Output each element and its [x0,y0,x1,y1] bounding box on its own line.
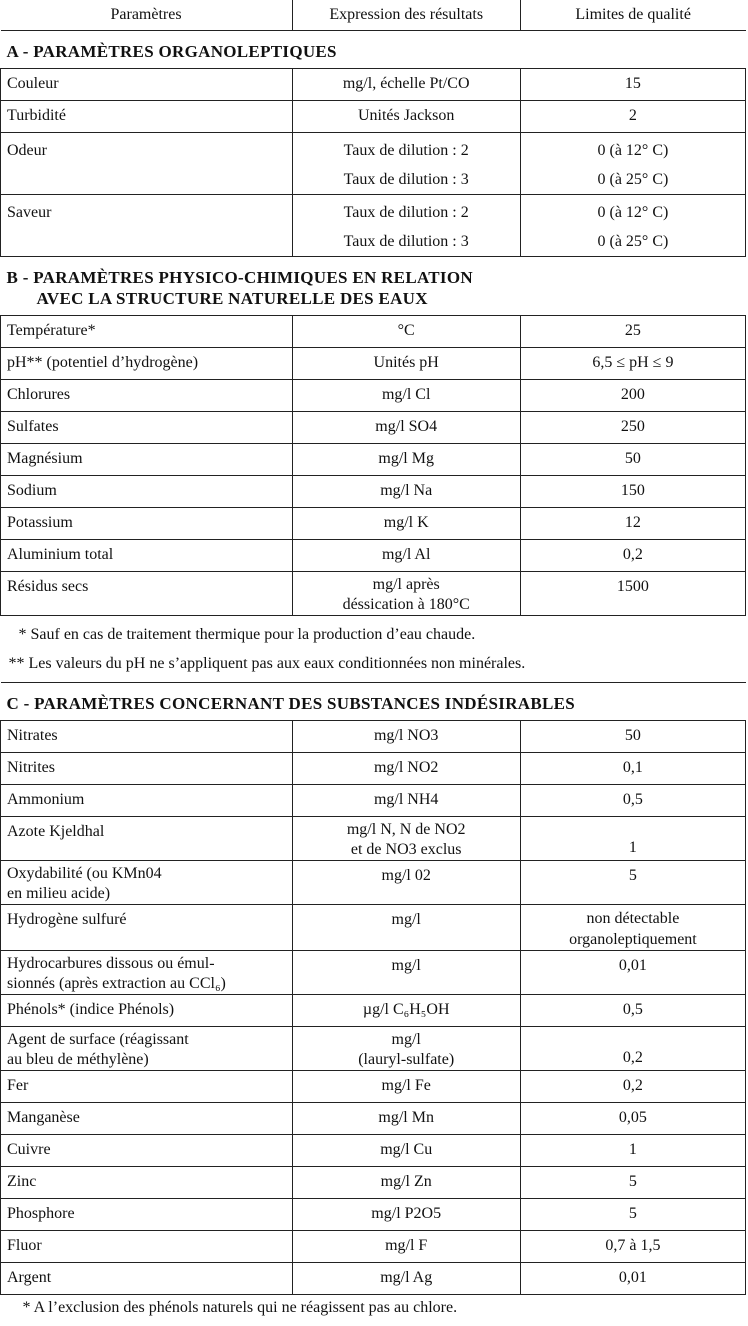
notes-b [1,616,746,683]
param-cell: Cuivre [1,1135,293,1167]
param-cell [1,951,293,995]
limit-cell [520,195,745,257]
unit-line: Taux de dilution : 2 [343,142,469,159]
table-row [1,101,746,133]
param-cell: Turbidité [1,101,293,133]
limit-cell: 1 [520,1135,745,1167]
section-a-title: A - PARAMÈTRES ORGANOLEPTIQUES [1,31,746,69]
limit-line: 0 (à 12° C) [597,142,669,159]
limit-cell: 5 [520,1199,745,1231]
limit-cell: 0,2 [520,1071,745,1103]
param-cell [1,1027,293,1071]
unit-line: Taux de dilution : 3 [343,233,469,250]
unit-cell: °C [292,316,520,348]
unit-cell: mg/l Al [292,540,520,572]
unit-cell: mg/l 02 [292,861,520,905]
table-row [1,1103,746,1135]
limit-cell: 0,2 [520,1027,745,1071]
param-cell: Aluminium total [1,540,293,572]
unit-line: mg/l N, N de NO2 [346,821,466,838]
param-cell: Argent [1,1263,293,1295]
table-header [1,0,746,31]
param-line: Oxydabilité (ou KMn04 [7,865,162,882]
footnote-phenols: * A l’exclusion des phénols naturels qui ne réagissent pas au chlore. [1,1295,746,1322]
limit-cell: 0,01 [520,1263,745,1295]
param-cell: Zinc [1,1167,293,1199]
table-row [1,1199,746,1231]
table-row [1,1071,746,1103]
unit-cell [292,1027,520,1071]
param-cell: Chlorures [1,380,293,412]
param-cell [1,861,293,905]
unit-cell: mg/l NO2 [292,753,520,785]
param-cell: Fluor [1,1231,293,1263]
table-row [1,1231,746,1263]
limit-cell: 0,01 [520,951,745,995]
table-row [1,133,746,195]
limit-cell [520,905,745,951]
table-row [1,861,746,905]
table-row [1,508,746,540]
limit-cell: 6,5 ≤ pH ≤ 9 [520,348,745,380]
table-row [1,195,746,257]
unit-cell: mg/l SO4 [292,412,520,444]
unit-cell [292,133,520,195]
param-cell: Azote Kjeldhal [1,817,293,861]
section-b-title-line2: AVEC LA STRUCTURE NATURELLE DES EAUX [36,289,428,308]
table-row [1,785,746,817]
table-row [1,540,746,572]
table-row [1,444,746,476]
limit-line: non détectable [586,910,680,927]
unit-cell: mg/l Fe [292,1071,520,1103]
param-cell: Température* [1,316,293,348]
section-b-title-line1: B - PARAMÈTRES PHYSICO-CHIMIQUES EN RELATION [6,268,473,287]
unit-cell: Unités pH [292,348,520,380]
limit-cell: 12 [520,508,745,540]
limit-cell: 0,7 à 1,5 [520,1231,745,1263]
unit-cell: mg/l Zn [292,1167,520,1199]
limit-cell: 0,5 [520,995,745,1027]
param-line: sionnés (après extraction au CCl₆) [7,975,226,992]
limit-cell: 1500 [520,572,745,616]
unit-line: Taux de dilution : 3 [343,171,469,188]
unit-cell: mg/l Cl [292,380,520,412]
limit-cell: 200 [520,380,745,412]
limit-cell [520,133,745,195]
table-row [1,817,746,861]
limit-cell: 0,1 [520,753,745,785]
table-row [1,905,746,951]
param-line: Hydrocarbures dissous ou émul- [7,955,215,972]
unit-cell: mg/l, échelle Pt/CO [292,69,520,101]
param-cell: Manganèse [1,1103,293,1135]
param-cell: Résidus secs [1,572,293,616]
table-row [1,348,746,380]
unit-cell: mg/l Mn [292,1103,520,1135]
limit-cell: 250 [520,412,745,444]
limit-cell: 5 [520,1167,745,1199]
limit-line: 0 (à 12° C) [597,204,669,221]
table-row [1,753,746,785]
limit-cell: 0,5 [520,785,745,817]
unit-cell: mg/l [292,905,520,951]
unit-cell: mg/l [292,951,520,995]
param-cell: Fer [1,1071,293,1103]
limit-cell: 1 [520,817,745,861]
unit-cell: mg/l P2O5 [292,1199,520,1231]
table-row [1,412,746,444]
table-row [1,572,746,616]
unit-line: et de NO3 exclus [350,841,462,858]
unit-cell [292,817,520,861]
unit-cell [292,195,520,257]
header-expression: Expression des résultats [292,0,520,31]
param-cell: Sulfates [1,412,293,444]
param-cell: Odeur [1,133,293,195]
param-line: au bleu de méthylène) [7,1051,149,1068]
table-row [1,69,746,101]
limit-cell: 0,05 [520,1103,745,1135]
param-cell: Couleur [1,69,293,101]
limit-line: organoleptiquement [569,931,697,948]
param-line: en milieu acide) [7,885,111,902]
unit-cell: mg/l Mg [292,444,520,476]
unit-line: (lauryl-sulfate) [358,1051,455,1068]
limit-cell: 15 [520,69,745,101]
section-c-title: C - PARAMÈTRES CONCERNANT DES SUBSTANCES INDÉSIRABLES [1,683,746,721]
unit-line: Taux de dilution : 2 [343,204,469,221]
table-row [1,476,746,508]
note-temperature: * Sauf en cas de traitement thermique pour la production d’eau chaude. [18,626,476,643]
header-limites: Limites de qualité [520,0,745,31]
limit-line: 0 (à 25° C) [597,233,669,250]
param-line: Agent de surface (réagissant [7,1031,189,1048]
unit-cell: mg/l K [292,508,520,540]
param-cell: Saveur [1,195,293,257]
param-cell: Nitrites [1,753,293,785]
limit-cell: 50 [520,444,745,476]
limit-line: 0 (à 25° C) [597,171,669,188]
unit-cell: mg/l Na [292,476,520,508]
table-row [1,1167,746,1199]
unit-cell: mg/l Ag [292,1263,520,1295]
note-ph: ** Les valeurs du pH ne s’appliquent pas aux eaux conditionnées non minérales. [8,655,526,672]
unit-cell: Unités Jackson [292,101,520,133]
unit-cell: mg/l Cu [292,1135,520,1167]
table-row [1,380,746,412]
limit-cell: 150 [520,476,745,508]
unit-cell [292,572,520,616]
table-row [1,1135,746,1167]
unit-cell: mg/l NO3 [292,721,520,753]
table-row [1,721,746,753]
limit-cell: 0,2 [520,540,745,572]
limit-cell: 5 [520,861,745,905]
unit-cell: mg/l NH4 [292,785,520,817]
param-cell: Phénols* (indice Phénols) [1,995,293,1027]
param-cell: Ammonium [1,785,293,817]
limit-cell: 25 [520,316,745,348]
param-cell: Hydrogène sulfuré [1,905,293,951]
table-row [1,951,746,995]
param-cell: Sodium [1,476,293,508]
unit-cell: µg/l C₆H₅OH [292,995,520,1027]
param-cell: Phosphore [1,1199,293,1231]
unit-cell: mg/l F [292,1231,520,1263]
unit-line: mg/l [391,1031,421,1048]
section-b-title [1,257,746,316]
limit-cell: 50 [520,721,745,753]
table-row [1,316,746,348]
table-row [1,995,746,1027]
param-cell: Nitrates [1,721,293,753]
limit-cell: 2 [520,101,745,133]
unit-line: déssication à 180°C [342,596,470,613]
param-cell: Potassium [1,508,293,540]
header-parametres: Paramètres [1,0,293,31]
param-cell: Magnésium [1,444,293,476]
param-cell: pH** (potentiel d’hydrogène) [1,348,293,380]
unit-line: mg/l après [372,576,440,593]
table-row [1,1027,746,1071]
table-row [1,1263,746,1295]
